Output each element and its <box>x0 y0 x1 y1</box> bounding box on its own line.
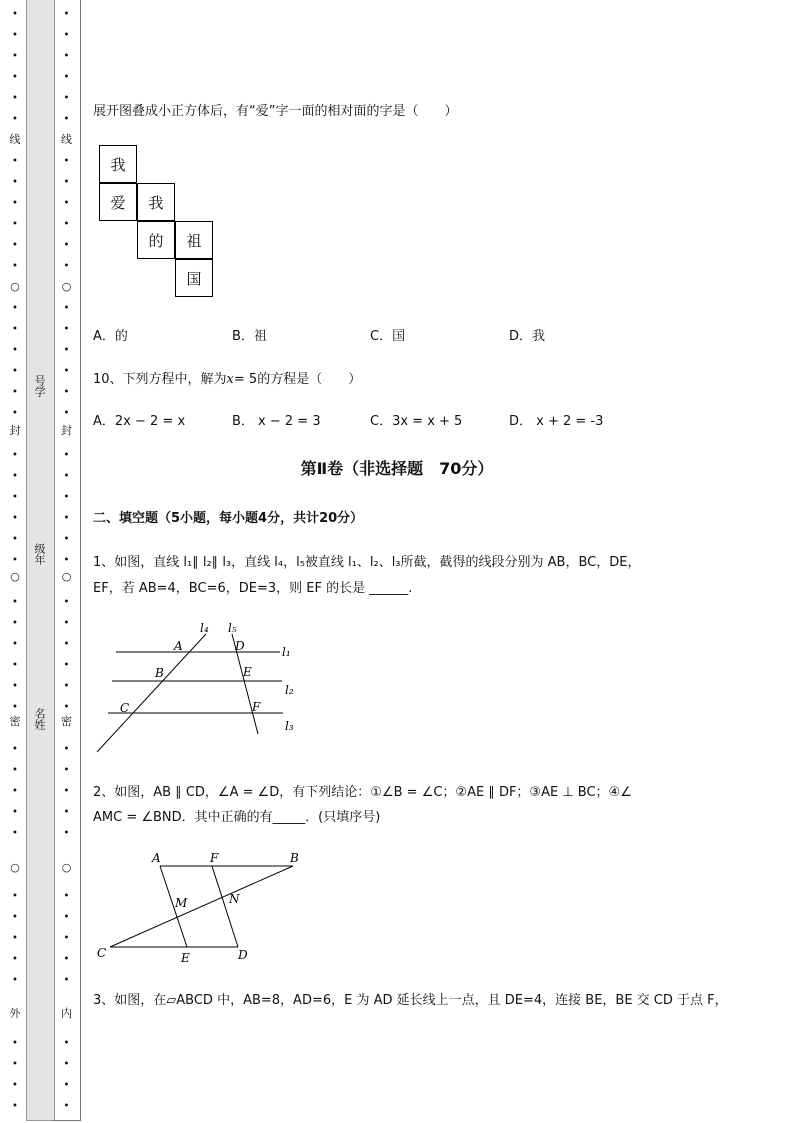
fill-3-line-1: 3、如图，在▱ABCD 中，AB=8，AD=6，E 为 AD 延长线上一点，且 DE=4，连接 BE，BE 交 CD 于点 F， <box>93 993 728 1008</box>
margin-dot: • <box>12 1080 18 1091</box>
margin-dot: • <box>63 30 70 41</box>
label-point-f: F <box>252 700 261 714</box>
margin-dot: • <box>63 366 70 377</box>
label-point-e: E <box>243 665 252 679</box>
margin-dot: • <box>12 156 18 167</box>
q10-tail: 的方程是（ ） <box>257 372 362 387</box>
margin-dot: • <box>12 660 18 671</box>
margin-dot: • <box>63 912 70 923</box>
label-l1: l₁ <box>282 645 291 659</box>
margin-dot: • <box>63 303 70 314</box>
label-point-d: D <box>235 639 245 653</box>
margin-dot: • <box>12 366 18 377</box>
label-point-b: B <box>290 851 299 865</box>
margin-dot: • <box>63 387 70 398</box>
margin-dot: • <box>63 72 70 83</box>
margin-dot: • <box>12 72 18 83</box>
question-9-text: 展开图叠成小正方体后，有“爱”字一面的相对面的字是（ ） <box>93 104 458 119</box>
margin-dot: • <box>12 597 18 608</box>
q10-option-b: B． x − 2 = 3 <box>232 414 321 429</box>
margin-dot: • <box>12 303 18 314</box>
margin-dot: • <box>12 198 18 209</box>
margin-dot: • <box>63 198 70 209</box>
margin-dot: • <box>12 387 18 398</box>
margin-dot: • <box>63 345 70 356</box>
margin-dot: • <box>12 492 18 503</box>
margin-dot: • <box>12 786 18 797</box>
margin-dot: • <box>63 555 70 566</box>
margin-dot: • <box>63 9 70 20</box>
label-l3: l₃ <box>285 719 294 733</box>
margin-dot: • <box>12 1059 18 1070</box>
net-cell: 国 <box>175 259 213 297</box>
margin-dot: • <box>63 408 70 419</box>
net-cell: 祖 <box>175 221 213 259</box>
fill-1-line-1: 1、如图，直线 l₁∥ l₂∥ l₃，直线 l₄，l₅被直线 l₁、l₂、l₃所截，截得的线段分别为 AB，BC，DE， <box>93 555 641 570</box>
margin-char-wai: 外 <box>9 1007 21 1020</box>
margin-dot: • <box>12 51 18 62</box>
margin-dot: • <box>12 639 18 650</box>
margin-dot: • <box>63 450 70 461</box>
margin-circle: ○ <box>61 861 72 874</box>
margin-dot: • <box>63 1080 70 1091</box>
margin-dot: • <box>12 534 18 545</box>
margin-dot: • <box>12 765 18 776</box>
margin-dot: • <box>63 681 70 692</box>
margin-dot: • <box>12 261 18 272</box>
margin-dot: • <box>12 240 18 251</box>
margin-circle: ○ <box>61 280 72 293</box>
margin-dot: • <box>63 660 70 671</box>
label-point-n: N <box>229 892 240 906</box>
label-name: 名姓 <box>33 708 46 730</box>
margin-dot: • <box>12 324 18 335</box>
margin-dot: • <box>12 618 18 629</box>
margin-dot: • <box>63 240 70 251</box>
part-2-title: 第Ⅱ卷（非选择题 70分） <box>300 459 494 478</box>
margin-dot: • <box>12 912 18 923</box>
margin-dot: • <box>63 324 70 335</box>
q10-option-a: A．2x − 2 = x <box>93 414 186 429</box>
margin-dot: • <box>12 891 18 902</box>
margin-char-feng: 封 <box>61 424 72 437</box>
margin-dot: • <box>12 681 18 692</box>
label-point-b: B <box>155 666 164 680</box>
margin-dot: • <box>12 30 18 41</box>
margin-dot: • <box>63 702 70 713</box>
margin-dot: • <box>12 828 18 839</box>
margin-dot: • <box>12 975 18 986</box>
label-l5: l₅ <box>228 621 237 635</box>
net-cell: 爱 <box>99 183 137 221</box>
margin-dot: • <box>63 219 70 230</box>
margin-circle: ○ <box>10 861 20 874</box>
margin-dot: • <box>63 765 70 776</box>
margin-dot: • <box>12 177 18 188</box>
margin-dot: • <box>12 954 18 965</box>
net-cell: 的 <box>137 221 175 259</box>
q10-variable: x <box>226 372 234 387</box>
margin-dot: • <box>12 702 18 713</box>
margin-dot: • <box>63 744 70 755</box>
margin-dot: • <box>12 555 18 566</box>
label-l2: l₂ <box>285 683 294 697</box>
margin-char-xian: 线 <box>9 133 21 146</box>
q9-option-b: B．祖 <box>232 329 267 344</box>
margin-dot: • <box>12 219 18 230</box>
margin-dot: • <box>12 9 18 20</box>
margin-dot: • <box>63 954 70 965</box>
margin-dot: • <box>63 1101 70 1112</box>
margin-dot: • <box>12 345 18 356</box>
label-point-d: D <box>238 948 248 962</box>
margin-dot: • <box>63 807 70 818</box>
label-point-f: F <box>210 851 219 865</box>
margin-dot: • <box>63 1038 70 1049</box>
margin-dot: • <box>12 471 18 482</box>
margin-dot: • <box>12 744 18 755</box>
fill-1-line-2: EF，若 AB=4，BC=6，DE=3，则 EF 的长是 ______. <box>93 581 413 596</box>
margin-dot: • <box>12 1101 18 1112</box>
margin-char-feng: 封 <box>9 424 21 437</box>
segment-cb <box>110 866 293 947</box>
margin-dot: • <box>63 933 70 944</box>
margin-dot: • <box>63 261 70 272</box>
label-point-c: C <box>97 946 107 960</box>
q9-option-c: C．国 <box>370 329 406 344</box>
margin-dot: • <box>12 807 18 818</box>
label-student-number: 号学 <box>33 375 46 397</box>
margin-dot: • <box>63 114 70 125</box>
label-point-m: M <box>175 896 188 910</box>
margin-dot: • <box>63 471 70 482</box>
margin-dot: • <box>63 639 70 650</box>
margin-dot: • <box>12 114 18 125</box>
margin-circle: ○ <box>10 570 20 583</box>
margin-circle: ○ <box>10 280 20 293</box>
margin-dot: • <box>63 93 70 104</box>
margin-dot: • <box>63 597 70 608</box>
label-grade: 级年 <box>33 543 46 565</box>
q10-option-c: C．3x = x + 5 <box>370 414 463 429</box>
margin-dot: • <box>12 513 18 524</box>
net-cell: 我 <box>99 145 137 183</box>
margin-dot: • <box>12 933 18 944</box>
fill-2-line-2: AMC = ∠BND．其中正确的有_____．(只填序号) <box>93 810 381 825</box>
margin-dot: • <box>63 51 70 62</box>
margin-dot: • <box>63 975 70 986</box>
margin-dot: • <box>63 177 70 188</box>
q9-option-a: A．的 <box>93 329 128 344</box>
margin-dot: • <box>63 1059 70 1070</box>
margin-char-nei: 内 <box>61 1007 72 1020</box>
margin-dot: • <box>63 156 70 167</box>
margin-char-mi: 密 <box>61 715 72 728</box>
margin-circle: ○ <box>61 570 72 583</box>
margin-dot: • <box>63 618 70 629</box>
label-point-a: A <box>152 851 161 865</box>
margin-char-xian: 线 <box>61 133 72 146</box>
q9-option-d: D．我 <box>509 329 546 344</box>
q10-stem: 10、下列方程中，解为 <box>93 372 227 387</box>
q10-equation: = 5 <box>233 372 258 387</box>
segment-fd <box>212 866 238 947</box>
margin-dot: • <box>12 450 18 461</box>
q10-option-d: D． x + 2 = -3 <box>509 414 604 429</box>
label-point-c: C <box>120 701 130 715</box>
label-point-a: A <box>174 639 183 653</box>
margin-dot: • <box>12 408 18 419</box>
label-l4: l₄ <box>200 621 209 635</box>
label-point-e: E <box>181 951 190 965</box>
margin-dot: • <box>12 1038 18 1049</box>
margin-dot: • <box>63 534 70 545</box>
fill-2-line-1: 2、如图，AB ∥ CD，∠A = ∠D，有下列结论：①∠B = ∠C；②AE ∥ DF；③AE ⊥ BC；④∠ <box>93 785 632 800</box>
margin-dot: • <box>63 492 70 503</box>
margin-dot: • <box>63 513 70 524</box>
net-cell: 我 <box>137 183 175 221</box>
margin-dot: • <box>63 828 70 839</box>
margin-dot: • <box>63 786 70 797</box>
margin-dot: • <box>12 93 18 104</box>
margin-dot: • <box>63 891 70 902</box>
section-title: 二、填空题（5小题，每小题4分，共计20分） <box>93 511 364 526</box>
margin-char-mi: 密 <box>9 715 21 728</box>
